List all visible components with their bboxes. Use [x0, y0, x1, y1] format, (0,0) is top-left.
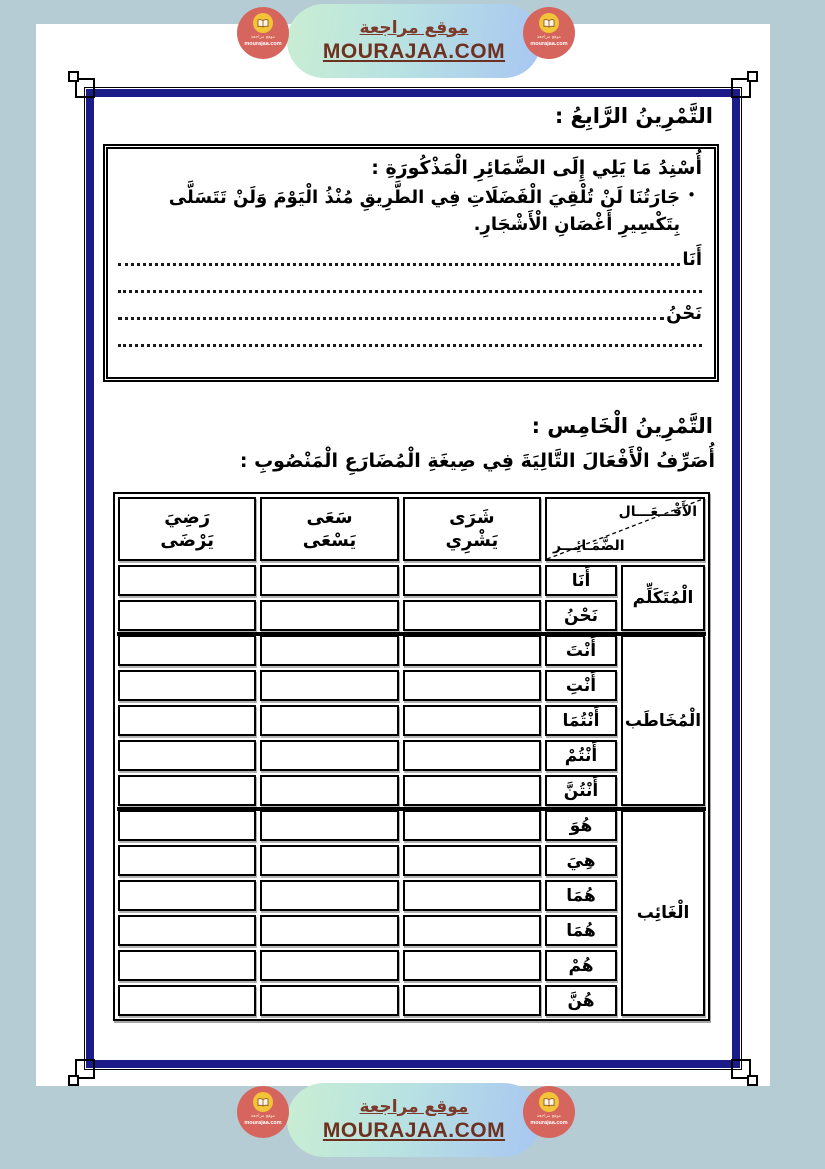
logo-site-name: موقع مراجعة	[536, 35, 562, 40]
table-corner-header	[545, 497, 705, 561]
header-brand-pill	[287, 4, 541, 78]
empty-answer-cell	[118, 635, 256, 666]
empty-answer-cell	[260, 740, 398, 771]
verb-past: شَرَى	[449, 506, 495, 528]
empty-answer-cell	[403, 635, 541, 666]
pronoun-group-label: الْمُتَكَلِّم	[621, 565, 705, 631]
empty-answer-cell	[118, 565, 256, 596]
header-logo-right	[523, 7, 575, 59]
verb-column-header	[260, 497, 398, 561]
pronoun-cell: هِيَ	[545, 845, 617, 876]
footer-site-name-link[interactable]: موقع مراجعة	[359, 1096, 469, 1117]
empty-answer-cell	[260, 705, 398, 736]
footer-brand-pill	[287, 1083, 541, 1157]
verb-column-header	[403, 497, 541, 561]
exercise-5-instruction: أُصَرِّفُ الْأَفْعَالَ التَّالِيَةَ فِي صِيغَةِ الْمُضَارَعِ الْمَنْصُوبِ :	[239, 450, 715, 472]
exercise-4-sentence-text: جَارَتُنَا لَنْ تُلْقِيَ الْفَضَلَاتِ فِي الطَّرِيقِ مُنْذُ الْيَوْمَ وَلَنْ تَتَسَلَّى بِتَكْسِيرِ أَغْصَانِ الْأَشْجَارِ.	[168, 186, 681, 235]
empty-answer-cell	[403, 670, 541, 701]
verb-present: يَسْعَى	[302, 530, 357, 551]
logo-site-name: موقع مراجعة	[250, 1114, 276, 1119]
empty-answer-cell	[260, 880, 398, 911]
empty-answer-cell	[260, 565, 398, 596]
pronoun-cell: أَنَا	[545, 565, 617, 596]
footer-logo-left	[237, 1086, 289, 1138]
empty-answer-cell	[118, 810, 256, 841]
conjugation-table	[113, 492, 710, 1021]
verb-column-header	[118, 497, 256, 561]
empty-answer-cell	[403, 845, 541, 876]
verb-past: سَعَى	[306, 506, 353, 528]
book-icon	[539, 13, 559, 33]
empty-answer-cell	[403, 705, 541, 736]
pronoun-cell: هُمَا	[545, 880, 617, 911]
logo-site-name: موقع مراجعة	[250, 35, 276, 40]
empty-answer-cell	[260, 950, 398, 981]
empty-answer-cell	[403, 915, 541, 946]
book-icon	[253, 1092, 273, 1112]
verb-present: يَشْرِي	[445, 530, 499, 551]
corner-ornament-icon	[68, 71, 79, 82]
corner-ornament-icon	[747, 1075, 758, 1086]
verb-present: يَرْضَى	[160, 530, 214, 551]
pronoun-cell: نَحْنُ	[545, 600, 617, 631]
empty-answer-cell	[260, 670, 398, 701]
pronoun-label: نَحْنُ	[666, 302, 702, 324]
corner-ornament-icon	[747, 71, 758, 82]
header-site-name-link[interactable]: موقع مراجعة	[359, 17, 469, 38]
empty-answer-cell	[403, 985, 541, 1016]
empty-answer-cell	[403, 810, 541, 841]
empty-answer-cell	[403, 880, 541, 911]
empty-answer-cell	[403, 950, 541, 981]
empty-answer-cell	[118, 775, 256, 806]
empty-answer-cell	[403, 740, 541, 771]
exercise-5-title: التَّمْرِينُ الْخَامِس :	[531, 414, 713, 438]
corner-label-verbs: الأَفْـــعَـــال	[618, 504, 697, 520]
pronoun-cell: هُوَ	[545, 810, 617, 841]
header-site-domain-link[interactable]: MOURAJAA.COM	[322, 40, 506, 64]
exercise-4-instruction: أُسْنِدُ مَا يَلِي إِلَى الضَّمَائِرِ الْمَذْكُورَةِ :	[371, 157, 702, 179]
empty-answer-cell	[118, 740, 256, 771]
pronoun-cell: أَنْتُمَا	[545, 705, 617, 736]
empty-answer-cell	[118, 985, 256, 1016]
logo-site-domain: mourajaa.com	[530, 40, 568, 47]
empty-answer-cell	[260, 775, 398, 806]
empty-answer-cell	[260, 915, 398, 946]
header-logo-left	[237, 7, 289, 59]
empty-answer-cell	[118, 670, 256, 701]
group-divider	[117, 807, 706, 811]
footer-site-domain-link[interactable]: MOURAJAA.COM	[322, 1119, 506, 1143]
logo-site-domain: mourajaa.com	[530, 1119, 568, 1126]
book-icon	[253, 13, 273, 33]
empty-answer-cell	[260, 810, 398, 841]
empty-answer-cell	[403, 775, 541, 806]
logo-site-name: موقع مراجعة	[536, 1114, 562, 1119]
empty-answer-cell	[118, 950, 256, 981]
group-divider	[117, 632, 706, 636]
empty-answer-cell	[403, 600, 541, 631]
empty-answer-cell	[260, 600, 398, 631]
empty-answer-cell	[260, 635, 398, 666]
logo-site-domain: mourajaa.com	[244, 40, 282, 47]
corner-ornament-icon	[68, 1075, 79, 1086]
pronoun-group-label: الْمُخَاطَب	[621, 635, 705, 806]
pronoun-cell: هُمَا	[545, 915, 617, 946]
pronoun-group-label: الْغَائِب	[621, 810, 705, 1016]
pronoun-cell: أَنْتُنَّ	[545, 775, 617, 806]
empty-answer-cell	[118, 915, 256, 946]
corner-label-pronouns: الضَّمَـائِـــر	[553, 538, 625, 554]
exercise-4-title: التَّمْرِينُ الرَّابِعُ :	[554, 104, 713, 128]
pronoun-cell: أَنْتُمْ	[545, 740, 617, 771]
empty-answer-cell	[118, 845, 256, 876]
empty-answer-cell	[118, 880, 256, 911]
footer-logo-right	[523, 1086, 575, 1138]
logo-site-domain: mourajaa.com	[244, 1119, 282, 1126]
pronoun-cell: هُمْ	[545, 950, 617, 981]
bullet-icon: •	[687, 185, 696, 204]
empty-answer-cell	[403, 565, 541, 596]
empty-answer-cell	[118, 600, 256, 631]
pronoun-cell: هُنَّ	[545, 985, 617, 1016]
pronoun-label: أَنَا	[682, 248, 702, 270]
pronoun-cell: أَنْتِ	[545, 670, 617, 701]
verb-past: رَضِيَ	[164, 506, 211, 528]
empty-answer-cell	[118, 705, 256, 736]
book-icon	[539, 1092, 559, 1112]
empty-answer-cell	[260, 985, 398, 1016]
pronoun-cell: أَنْتَ	[545, 635, 617, 666]
empty-answer-cell	[260, 845, 398, 876]
